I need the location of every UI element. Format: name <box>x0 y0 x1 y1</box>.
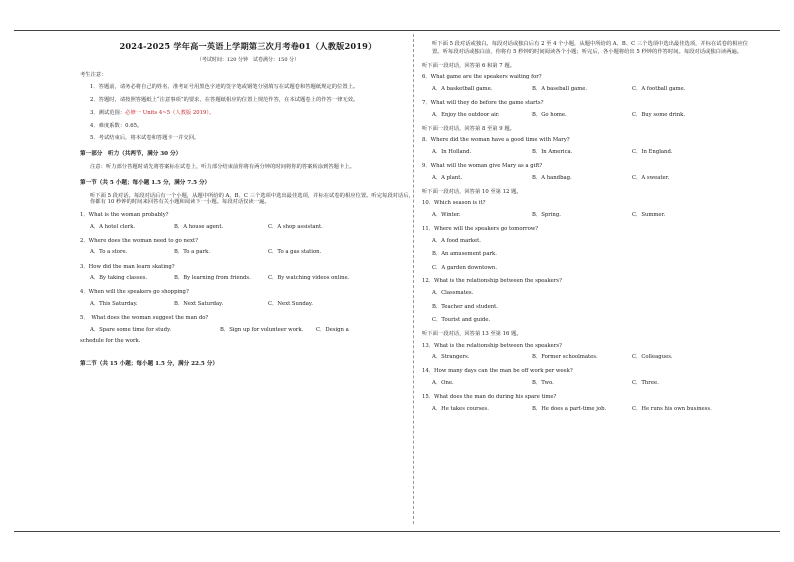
question-text: 2．Where does the woman need to go next? <box>80 237 199 244</box>
option-a: A．A food market. <box>432 237 481 244</box>
option-a: A．Winter. <box>432 211 461 218</box>
question-3 <box>80 264 416 282</box>
option-c: C．In England. <box>632 148 673 155</box>
question-9 <box>422 163 758 181</box>
option-a: A．One. <box>432 379 454 386</box>
scope-value: 必修一 Units 4~5（人教版 2019）。 <box>125 109 215 116</box>
option-c: C．Next Sunday. <box>268 300 313 307</box>
notice-heading: 考生注意： <box>80 71 107 78</box>
exam-title: 2024-2025 学年高一英语上学期第三次月考卷01（人教版2019） <box>119 41 377 51</box>
question-7 <box>422 100 758 118</box>
option-b: B．Former schoolmates. <box>532 354 598 361</box>
question-text: 14．How many days can the man be off work per week? <box>422 368 573 375</box>
question-2 <box>80 238 416 256</box>
option-b: B．Spring. <box>532 211 561 218</box>
left-column <box>80 38 416 374</box>
option-b: B．Go home. <box>532 111 567 118</box>
option-a: A．Enjoy the outdoor air. <box>432 111 500 118</box>
options <box>80 249 416 256</box>
option-c: C．A shop assistant. <box>268 223 323 230</box>
question-6 <box>422 74 758 92</box>
option-a: A．Strangers. <box>432 354 470 361</box>
options <box>422 212 758 219</box>
options <box>422 380 758 387</box>
question-text: 11．Where will the speakers go tomorrow? <box>422 226 539 233</box>
options <box>422 149 758 156</box>
option-c: C．By watching videos online. <box>268 275 350 282</box>
option-b: B．A house agent. <box>174 223 224 230</box>
options <box>80 224 416 231</box>
option-b: B．A handbag. <box>532 174 572 181</box>
question-14 <box>422 368 758 386</box>
listen-10-12: 听下面一段对话，回答第 10 至第 12 题。 <box>422 188 522 195</box>
option-b: B．He does a part-time job. <box>532 405 607 412</box>
options <box>80 275 416 282</box>
option-c: C．He runs his own business. <box>632 405 712 412</box>
question-15 <box>422 394 758 412</box>
option-c: C．A sweater. <box>632 174 670 181</box>
option-b: B．A baseball game. <box>532 85 588 92</box>
question-text: 13．What is the relationship between the speakers? <box>422 342 562 349</box>
option-b: B．To a park. <box>174 249 210 256</box>
option-c: C．Buy some drink. <box>632 111 685 118</box>
question-text: 6．What game are the speakers waiting for? <box>422 74 542 81</box>
question-text: 8．Where did the woman have a good time with Mary? <box>422 137 570 144</box>
question-8 <box>422 137 758 155</box>
option-c: C．A football game. <box>632 85 686 92</box>
options <box>422 354 758 361</box>
question-text: 10．Which season is it? <box>422 200 486 207</box>
option-a: A．Spare some time for study. <box>90 326 172 333</box>
options <box>422 86 758 93</box>
option-a: A．He takes courses. <box>432 405 489 412</box>
part1-title: 第一部分 听力（共两节，满分 30 分） <box>80 151 182 158</box>
options <box>80 327 416 334</box>
options <box>422 406 758 413</box>
option-b: B．By learning from friends. <box>174 275 251 282</box>
listen-6-7: 听下面一段对话，回答第 6 和第 7 题。 <box>422 62 515 69</box>
question-10 <box>422 200 758 218</box>
option-a: A．A hotel clerk. <box>90 223 136 230</box>
option-a: A．To a store. <box>90 249 128 256</box>
option-a: A．A plant. <box>432 174 463 181</box>
option-b: B．Two. <box>532 379 554 386</box>
section1-intro: 听下面 5 段对话。每段对话后有一个小题，从题中所给的 A、B、C 三个选项中选出最佳选项，并标在试卷的相应位置。听完每段对话后，你都有 10 秒钟的时间来回答有关小题和阅读下一小题。每段对话仅读一遍。 <box>90 192 414 206</box>
question-text: 9．What will the woman give Mary as a gift? <box>422 162 543 169</box>
option-b: B．In America. <box>532 148 573 155</box>
option-b: B．Next Saturday. <box>174 300 224 307</box>
scope-label: 3．测试范围： <box>90 109 126 116</box>
listen-8-9: 听下面一段对话，回答第 8 至第 9 题。 <box>422 125 515 132</box>
options <box>80 301 416 308</box>
options <box>422 112 758 119</box>
notice-item-4: 4．难度系数：0.65。 <box>90 122 143 129</box>
option-c: C．Three. <box>632 379 659 386</box>
option-c: C．A garden downtown. <box>432 264 498 271</box>
option-c: C．Design a <box>316 326 349 333</box>
question-text: 7．What will they do before the game starts? <box>422 99 544 106</box>
notice-item-3 <box>80 110 416 117</box>
question-13 <box>422 343 758 361</box>
notice-item-2: 2．答题时，请按照答题纸上“注意事项”的要求，在答题纸相应的位置上规范作答，在本试题卷上的作答一律无效。 <box>90 97 359 104</box>
option-c-continued: schedule for the work. <box>80 338 141 345</box>
right-column <box>422 40 758 420</box>
option-c: C．Summer. <box>632 211 666 218</box>
option-a: A．Classmates. <box>432 290 474 297</box>
options <box>422 175 758 182</box>
option-b: B．Teacher and student. <box>432 303 498 310</box>
notice-item-1: 1．答题前，请务必将自己的姓名、准考证号用黑色字迹的签字笔或钢笔分别填写在试题卷和答题纸规定的位置上。 <box>90 84 359 91</box>
question-4 <box>80 289 416 307</box>
exam-subtitle: （考试时间：120 分钟 试卷满分：150 分） <box>196 57 300 64</box>
option-c: C．To a gas station. <box>268 249 322 256</box>
section1-title: 第一节（共 5 小题；每小题 1.5 分，满分 7.5 分） <box>80 179 211 186</box>
option-c: C．Tourist and guide. <box>432 317 491 324</box>
option-c: C．Colleagues. <box>632 354 673 361</box>
question-text: 1．What is the woman probably? <box>80 212 169 219</box>
question-5 <box>80 315 416 345</box>
notice-item-5: 5．考试结束后，将本试卷和答题卡一并交回。 <box>90 135 200 142</box>
section2-title: 第二节（共 15 小题；每小题 1.5 分，满分 22.5 分） <box>80 360 218 367</box>
question-text: 12．What is the relationship between the speakers? <box>422 278 562 285</box>
question-text: 15．What does the man do during his spare time? <box>422 393 557 400</box>
option-a: A．This Saturday. <box>90 300 138 307</box>
option-a: A．By taking classes. <box>90 275 148 282</box>
part1-intro: 注意：听力部分答题时请先将答案标在试卷上，听力部分结束前你将有两分钟的时间将你的答案转涂到答题卡上。 <box>90 164 355 171</box>
option-a: A．A basketball game. <box>432 85 493 92</box>
option-b: B．An amusement park. <box>432 251 497 258</box>
listen-13-16: 听下面一段对话，回答第 13 至第 16 题。 <box>422 330 522 337</box>
question-12 <box>422 278 758 323</box>
question-1 <box>80 212 416 230</box>
option-b: B．Sign up for volunteer work. <box>220 326 304 333</box>
question-text: 3．How did the man learn skating? <box>80 263 175 270</box>
question-11 <box>422 226 758 271</box>
question-text: 4．When will the speakers go shopping? <box>80 289 189 296</box>
option-a: A．In Holland. <box>432 148 472 155</box>
question-text: 5． What does the woman suggest the man do? <box>80 314 209 321</box>
section2-intro: 听下面 5 段对话或独白。每段对话或独白后有 2 至 4 个小题，从题中所给的 A、B、C 三个选项中选出最佳选项，并标在试卷的相应位置。听每段对话或独白前，你将有 5 秒钟的时间阅读各个小题；听完后，各小题将给出 5 秒钟的作答时间。每段对话或独白读两遍。 <box>432 41 749 56</box>
